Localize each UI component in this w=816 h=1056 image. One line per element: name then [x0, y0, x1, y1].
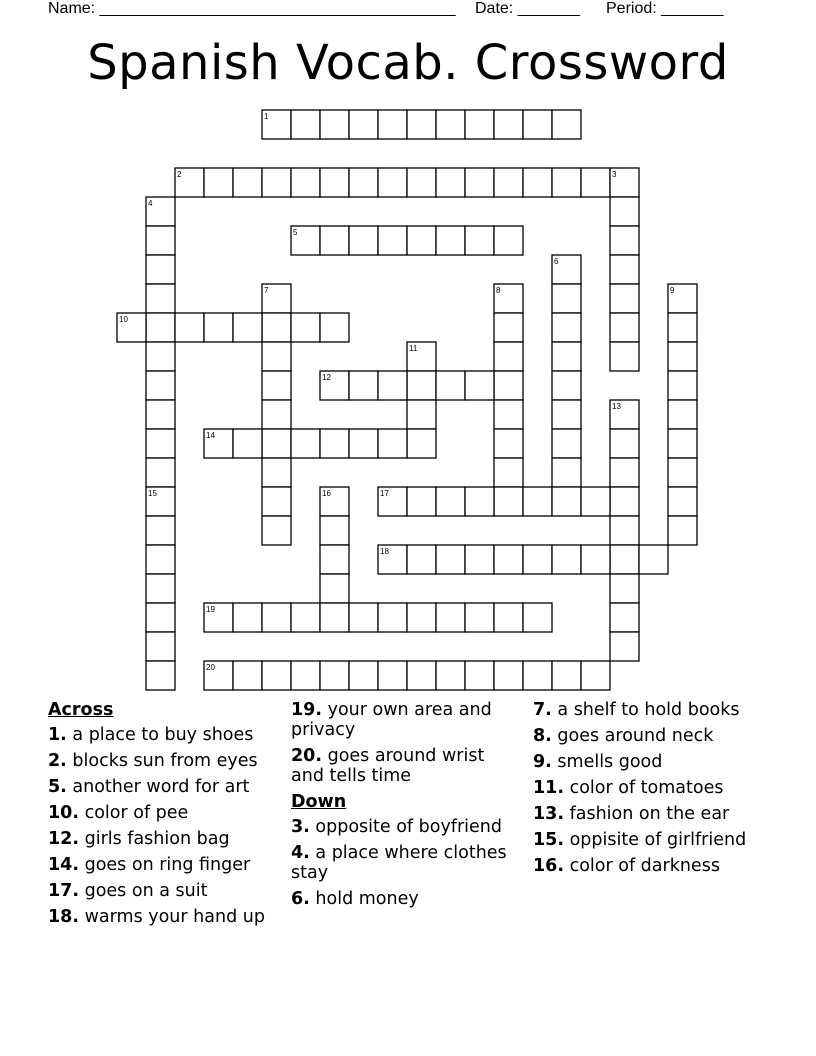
cell-number: 15 — [148, 489, 157, 498]
crossword-cell[interactable] — [320, 661, 349, 690]
crossword-cell[interactable] — [175, 313, 204, 342]
clue-number: 20. — [291, 746, 323, 766]
clue-across-19 — [291, 700, 521, 740]
clue-text: opposite of boyfriend — [315, 817, 502, 837]
crossword-cell[interactable] — [262, 313, 291, 342]
clue-text: your own area and privacy — [291, 700, 492, 740]
crossword-cell[interactable] — [465, 110, 494, 139]
clue-across-2 — [48, 751, 280, 771]
clue-number: 1. — [48, 725, 67, 745]
crossword-cell[interactable] — [436, 603, 465, 632]
crossword-cell[interactable] — [291, 429, 320, 458]
crossword-cell[interactable] — [494, 168, 523, 197]
crossword-cell[interactable] — [552, 400, 581, 429]
crossword-cell[interactable] — [668, 458, 697, 487]
crossword-cell[interactable] — [523, 110, 552, 139]
crossword-cell[interactable] — [320, 313, 349, 342]
crossword-cell[interactable] — [436, 110, 465, 139]
clue-number: 3. — [291, 817, 310, 837]
crossword-cell[interactable] — [552, 110, 581, 139]
crossword-cell[interactable] — [378, 226, 407, 255]
crossword-cell[interactable] — [610, 574, 639, 603]
crossword-cell[interactable] — [668, 429, 697, 458]
crossword-cell[interactable] — [262, 458, 291, 487]
crossword-cell[interactable] — [262, 516, 291, 545]
crossword-cell[interactable] — [146, 661, 175, 690]
crossword-cell[interactable] — [349, 429, 378, 458]
crossword-cell[interactable] — [639, 545, 668, 574]
cell-number: 16 — [322, 489, 331, 498]
clue-text: girls fashion bag — [84, 829, 230, 849]
crossword-cell[interactable] — [552, 371, 581, 400]
crossword-cell[interactable] — [146, 371, 175, 400]
crossword-cell[interactable] — [668, 400, 697, 429]
cell-number: 18 — [380, 547, 389, 556]
clue-number: 10. — [48, 803, 80, 823]
clue-text: hold money — [315, 889, 419, 909]
crossword-cell[interactable] — [610, 255, 639, 284]
clue-text: oppisite of girlfriend — [569, 830, 747, 850]
crossword-cell[interactable] — [465, 168, 494, 197]
crossword-cell[interactable] — [552, 458, 581, 487]
crossword-cell[interactable] — [320, 603, 349, 632]
crossword-cell[interactable] — [320, 110, 349, 139]
crossword-cell[interactable] — [378, 429, 407, 458]
clue-down-13 — [533, 804, 768, 824]
crossword-cell[interactable] — [378, 168, 407, 197]
crossword-cell[interactable] — [552, 313, 581, 342]
crossword-cell[interactable] — [610, 632, 639, 661]
crossword-cell[interactable] — [407, 545, 436, 574]
crossword-cell[interactable] — [494, 661, 523, 690]
crossword-cell[interactable] — [146, 545, 175, 574]
crossword-cell[interactable] — [610, 226, 639, 255]
crossword-cell[interactable] — [610, 313, 639, 342]
clue-text: a place to buy shoes — [72, 725, 254, 745]
clue-across-17 — [48, 881, 280, 901]
clues-column-3 — [533, 700, 768, 882]
crossword-cell[interactable] — [494, 226, 523, 255]
cell-number: 11 — [409, 344, 418, 353]
crossword-cell[interactable] — [146, 429, 175, 458]
cell-number: 1 — [264, 112, 269, 121]
clue-down-11 — [533, 778, 768, 798]
crossword-cell[interactable] — [610, 603, 639, 632]
cell-number: 5 — [293, 228, 298, 237]
crossword-cell[interactable] — [291, 110, 320, 139]
crossword-cell[interactable] — [436, 661, 465, 690]
crossword-cell[interactable] — [494, 110, 523, 139]
crossword-cell[interactable] — [233, 429, 262, 458]
clue-text: fashion on the ear — [569, 804, 730, 824]
crossword-cell[interactable] — [349, 226, 378, 255]
crossword-cell[interactable] — [494, 458, 523, 487]
clue-across-14 — [48, 855, 280, 875]
crossword-cell[interactable] — [262, 400, 291, 429]
clue-text: a shelf to hold books — [557, 700, 740, 720]
crossword-cell[interactable] — [146, 226, 175, 255]
crossword-cell[interactable] — [204, 168, 233, 197]
crossword-cell[interactable] — [581, 487, 610, 516]
crossword-cell[interactable] — [378, 603, 407, 632]
period-field[interactable]: Period: _______ — [606, 0, 724, 17]
crossword-cell[interactable] — [146, 574, 175, 603]
clue-down-15 — [533, 830, 768, 850]
cell-number: 14 — [206, 431, 215, 440]
clue-down-8 — [533, 726, 768, 746]
crossword-cell[interactable] — [581, 168, 610, 197]
crossword-cell[interactable] — [668, 313, 697, 342]
crossword-cell[interactable] — [494, 603, 523, 632]
crossword-cell[interactable] — [523, 168, 552, 197]
clue-number: 15. — [533, 830, 565, 850]
cell-number: 19 — [206, 605, 215, 614]
clue-across-5 — [48, 777, 280, 797]
crossword-cell[interactable] — [407, 487, 436, 516]
crossword-cell[interactable] — [668, 516, 697, 545]
crossword-cell[interactable] — [610, 516, 639, 545]
crossword-cell[interactable] — [233, 168, 262, 197]
cell-number: 13 — [612, 402, 621, 411]
crossword-cell[interactable] — [552, 487, 581, 516]
crossword-cell[interactable] — [552, 284, 581, 313]
crossword-cell[interactable] — [436, 226, 465, 255]
page-title: Spanish Vocab. Crossword — [87, 35, 729, 91]
clue-text: color of pee — [84, 803, 189, 823]
crossword-cell[interactable] — [233, 603, 262, 632]
clue-number: 13. — [533, 804, 565, 824]
crossword-cell[interactable] — [146, 603, 175, 632]
crossword-cell[interactable] — [407, 429, 436, 458]
clue-across-18 — [48, 907, 280, 927]
clue-across-1 — [48, 725, 280, 745]
clue-down-9 — [533, 752, 768, 772]
crossword-cell[interactable] — [465, 487, 494, 516]
crossword-cell[interactable] — [610, 487, 639, 516]
crossword-cell[interactable] — [146, 255, 175, 284]
clues-column-1 — [48, 700, 280, 933]
crossword-cell[interactable] — [552, 429, 581, 458]
crossword-cell[interactable] — [146, 284, 175, 313]
clue-number: 17. — [48, 881, 80, 901]
crossword-cell[interactable] — [320, 226, 349, 255]
crossword-cell[interactable] — [436, 487, 465, 516]
cell-number: 10 — [119, 315, 128, 324]
crossword-cell[interactable] — [552, 342, 581, 371]
crossword-cell[interactable] — [349, 371, 378, 400]
clues-column-2 — [291, 700, 521, 915]
clue-number: 14. — [48, 855, 80, 875]
crossword-cell[interactable] — [668, 342, 697, 371]
crossword-cell[interactable] — [204, 313, 233, 342]
crossword-cell[interactable] — [407, 168, 436, 197]
crossword-cell[interactable] — [465, 371, 494, 400]
crossword-cell[interactable] — [494, 342, 523, 371]
cell-number: 9 — [670, 286, 675, 295]
crossword-cell[interactable] — [552, 545, 581, 574]
crossword-cell[interactable] — [610, 284, 639, 313]
crossword-cell[interactable] — [349, 168, 378, 197]
cell-number: 12 — [322, 373, 331, 382]
crossword-cell[interactable] — [668, 487, 697, 516]
crossword-cell[interactable] — [407, 110, 436, 139]
crossword-cell[interactable] — [320, 168, 349, 197]
crossword-cell[interactable] — [668, 371, 697, 400]
clue-down-3 — [291, 817, 521, 837]
crossword-cell[interactable] — [146, 632, 175, 661]
clue-text: blocks sun from eyes — [72, 751, 258, 771]
crossword-cell[interactable] — [320, 574, 349, 603]
clue-number: 18. — [48, 907, 80, 927]
crossword-cell[interactable] — [378, 371, 407, 400]
clue-across-10 — [48, 803, 280, 823]
crossword-cell[interactable] — [523, 661, 552, 690]
across-heading: Across — [48, 700, 114, 720]
crossword-cell[interactable] — [291, 603, 320, 632]
crossword-cell[interactable] — [233, 661, 262, 690]
crossword-cell[interactable] — [407, 371, 436, 400]
clue-number: 12. — [48, 829, 80, 849]
clue-text: color of tomatoes — [569, 778, 724, 798]
crossword-cell[interactable] — [581, 545, 610, 574]
crossword-cell[interactable] — [407, 661, 436, 690]
crossword-cell[interactable] — [291, 168, 320, 197]
clue-number: 19. — [291, 700, 323, 720]
crossword-cell[interactable] — [494, 487, 523, 516]
clue-number: 4. — [291, 843, 310, 863]
clue-text: goes around neck — [557, 726, 714, 746]
crossword-cell[interactable] — [494, 371, 523, 400]
crossword-cell[interactable] — [407, 226, 436, 255]
clue-text: smells good — [557, 752, 663, 772]
crossword-cell[interactable] — [146, 342, 175, 371]
crossword-cell[interactable] — [262, 661, 291, 690]
cell-number: 20 — [206, 663, 215, 672]
crossword-cell[interactable] — [262, 603, 291, 632]
clue-text: goes on ring finger — [84, 855, 251, 875]
crossword-cell[interactable] — [262, 168, 291, 197]
cell-number: 17 — [380, 489, 389, 498]
clue-number: 11. — [533, 778, 565, 798]
crossword-cell[interactable] — [610, 342, 639, 371]
clue-number: 7. — [533, 700, 552, 720]
crossword-cell[interactable] — [291, 313, 320, 342]
cell-number: 6 — [554, 257, 559, 266]
clue-text: goes on a suit — [84, 881, 208, 901]
clue-down-6 — [291, 889, 521, 909]
crossword-cell[interactable] — [262, 429, 291, 458]
crossword-cell[interactable] — [465, 226, 494, 255]
date-field[interactable]: Date: _______ — [475, 0, 580, 17]
crossword-cell[interactable] — [494, 545, 523, 574]
crossword-cell[interactable] — [320, 516, 349, 545]
clue-number: 5. — [48, 777, 67, 797]
clue-number: 6. — [291, 889, 310, 909]
clue-number: 8. — [533, 726, 552, 746]
crossword-cell[interactable] — [436, 371, 465, 400]
clue-across-12 — [48, 829, 280, 849]
crossword-cell[interactable] — [610, 458, 639, 487]
cell-number: 2 — [177, 170, 182, 179]
crossword-cell[interactable] — [378, 661, 407, 690]
crossword-cell[interactable] — [320, 429, 349, 458]
clue-down-7 — [533, 700, 768, 720]
name-field[interactable]: Name: ________________________________________ — [48, 0, 456, 17]
crossword-cell[interactable] — [146, 458, 175, 487]
crossword-cell[interactable] — [610, 545, 639, 574]
crossword-cell[interactable] — [407, 400, 436, 429]
crossword-cell[interactable] — [523, 545, 552, 574]
crossword-cell[interactable] — [494, 400, 523, 429]
clue-down-16 — [533, 856, 768, 876]
clue-text: a place where clothes stay — [291, 843, 507, 883]
clue-number: 2. — [48, 751, 67, 771]
crossword-cell[interactable] — [494, 429, 523, 458]
crossword-cell[interactable] — [262, 371, 291, 400]
crossword-cell[interactable] — [262, 487, 291, 516]
crossword-cell[interactable] — [436, 168, 465, 197]
clue-text: warms your hand up — [84, 907, 265, 927]
crossword-cell[interactable] — [436, 545, 465, 574]
crossword-cell[interactable] — [349, 603, 378, 632]
crossword-cell[interactable] — [233, 313, 262, 342]
crossword-cell[interactable] — [523, 603, 552, 632]
crossword-cell[interactable] — [146, 313, 175, 342]
crossword-cell[interactable] — [552, 661, 581, 690]
clue-text: another word for art — [72, 777, 250, 797]
crossword-cell[interactable] — [494, 313, 523, 342]
crossword-cell[interactable] — [552, 168, 581, 197]
crossword-cell[interactable] — [523, 487, 552, 516]
down-heading: Down — [291, 792, 347, 812]
cell-number: 8 — [496, 286, 501, 295]
clue-down-4 — [291, 843, 521, 883]
crossword-cell[interactable] — [320, 545, 349, 574]
cell-number: 7 — [264, 286, 269, 295]
crossword-cell[interactable] — [581, 661, 610, 690]
crossword-cell[interactable] — [465, 545, 494, 574]
clue-text: goes around wrist and tells time — [291, 746, 485, 786]
crossword-cell[interactable] — [610, 197, 639, 226]
clue-number: 9. — [533, 752, 552, 772]
cell-number: 4 — [148, 199, 153, 208]
crossword-cell[interactable] — [146, 516, 175, 545]
crossword-cell[interactable] — [465, 603, 494, 632]
crossword-cell[interactable] — [291, 661, 320, 690]
crossword-cell[interactable] — [610, 429, 639, 458]
crossword-cell[interactable] — [349, 661, 378, 690]
crossword-cell[interactable] — [378, 110, 407, 139]
crossword-cell[interactable] — [465, 661, 494, 690]
cell-number: 3 — [612, 170, 617, 179]
clue-number: 16. — [533, 856, 565, 876]
crossword-cell[interactable] — [407, 603, 436, 632]
crossword-cell[interactable] — [262, 342, 291, 371]
clue-text: color of darkness — [569, 856, 720, 876]
crossword-cell[interactable] — [146, 400, 175, 429]
crossword-cell[interactable] — [349, 110, 378, 139]
clue-across-20 — [291, 746, 521, 786]
